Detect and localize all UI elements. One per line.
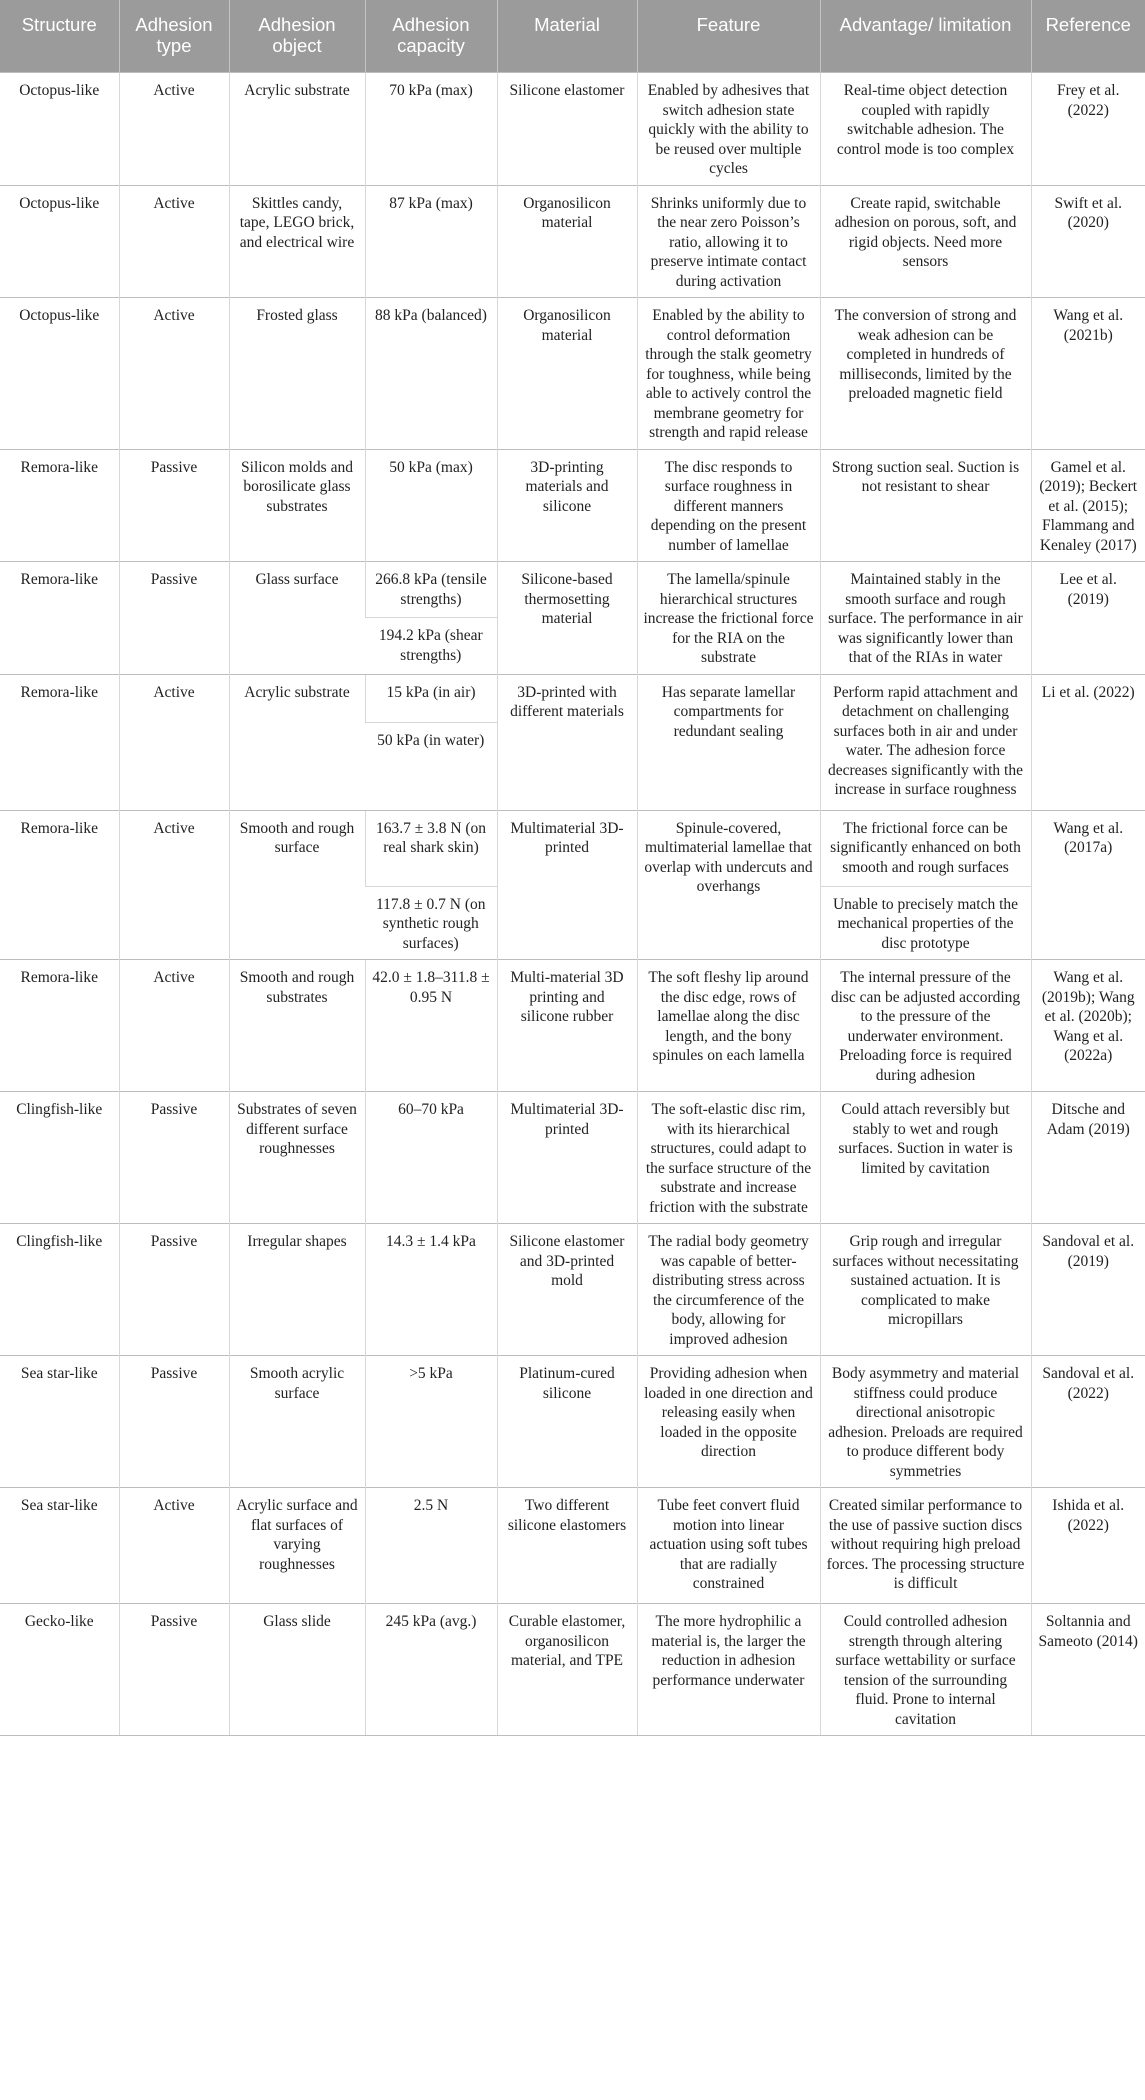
table-row <box>0 298 1145 450</box>
cell-adhesion-object: Irregular shapes <box>229 1224 365 1356</box>
cell-adhesion-object: Smooth and rough surface <box>229 810 365 960</box>
cell-adhesion-type: Active <box>119 674 229 810</box>
cell-adhesion-capacity: 266.8 kPa (tensile strengths) <box>365 562 497 618</box>
cell-structure: Octopus-like <box>0 185 119 298</box>
cell-feature: The soft fleshy lip around the disc edge, rows of lamellae along the disc length, and the bony spinules on each lamella <box>637 960 820 1092</box>
cell-reference: Wang et al. (2019b); Wang et al. (2020b); Wang et al. (2022a) <box>1031 960 1145 1092</box>
cell-advantage-limitation: Body asymmetry and material stiffness could produce directional anisotropic adhesion. Preloads are required to produce different body symmetries <box>820 1356 1031 1488</box>
cell-reference: Ditsche and Adam (2019) <box>1031 1092 1145 1224</box>
cell-reference: Frey et al. (2022) <box>1031 73 1145 186</box>
cell-structure: Sea star-like <box>0 1488 119 1604</box>
cell-structure: Clingfish-like <box>0 1224 119 1356</box>
cell-adhesion-capacity: 60–70 kPa <box>365 1092 497 1224</box>
header-material: Material <box>497 0 637 73</box>
cell-adhesion-type: Active <box>119 1488 229 1604</box>
cell-material: Curable elastomer, organosilicon material, and TPE <box>497 1604 637 1736</box>
header-adhesion-capacity: Adhesion capacity <box>365 0 497 73</box>
cell-adhesion-capacity: 50 kPa (in water) <box>365 722 497 810</box>
cell-material: Multi-material 3D printing and silicone rubber <box>497 960 637 1092</box>
cell-reference: Sandoval et al. (2019) <box>1031 1224 1145 1356</box>
cell-adhesion-type: Active <box>119 960 229 1092</box>
cell-material: Two different silicone elastomers <box>497 1488 637 1604</box>
cell-advantage-limitation: Unable to precisely match the mechanical properties of the disc prototype <box>820 886 1031 960</box>
table-row <box>0 73 1145 186</box>
cell-reference: Li et al. (2022) <box>1031 674 1145 810</box>
cell-adhesion-type: Active <box>119 185 229 298</box>
cell-adhesion-type: Active <box>119 298 229 450</box>
table-body <box>0 73 1145 1736</box>
cell-adhesion-object: Acrylic substrate <box>229 674 365 810</box>
cell-adhesion-object: Frosted glass <box>229 298 365 450</box>
cell-structure: Remora-like <box>0 674 119 810</box>
table-row <box>0 1092 1145 1224</box>
cell-feature: Spinule-covered, multimaterial lamellae that overlap with undercuts and overhangs <box>637 810 820 960</box>
table-row <box>0 562 1145 618</box>
cell-adhesion-type: Passive <box>119 1092 229 1224</box>
cell-feature: Tube feet convert fluid motion into linear actuation using soft tubes that are radially constrained <box>637 1488 820 1604</box>
cell-adhesion-capacity: 14.3 ± 1.4 kPa <box>365 1224 497 1356</box>
cell-material: Multimaterial 3D-printed <box>497 810 637 960</box>
cell-advantage-limitation: Maintained stably in the smooth surface and rough surface. The performance in air was significantly lower than that of the RIAs in water <box>820 562 1031 675</box>
cell-adhesion-type: Active <box>119 810 229 960</box>
cell-feature: The radial body geometry was capable of better-distributing stress across the circumference of the body, allowing for improved adhesion <box>637 1224 820 1356</box>
cell-adhesion-capacity: 245 kPa (avg.) <box>365 1604 497 1736</box>
cell-advantage-limitation: Created similar performance to the use of passive suction discs without requiring high preload forces. The processing structure is difficult <box>820 1488 1031 1604</box>
cell-structure: Remora-like <box>0 810 119 960</box>
table-row <box>0 185 1145 298</box>
cell-adhesion-object: Substrates of seven different surface roughnesses <box>229 1092 365 1224</box>
cell-feature: Shrinks uniformly due to the near zero Poisson’s ratio, allowing it to preserve intimate contact during activation <box>637 185 820 298</box>
cell-reference: Ishida et al. (2022) <box>1031 1488 1145 1604</box>
header-structure: Structure <box>0 0 119 73</box>
cell-feature: The disc responds to surface roughness in different manners depending on the present number of lamellae <box>637 449 820 562</box>
cell-structure: Octopus-like <box>0 73 119 186</box>
cell-adhesion-capacity: 194.2 kPa (shear strengths) <box>365 618 497 674</box>
cell-feature: Enabled by the ability to control deformation through the stalk geometry for toughness, while being able to actively control the membrane geometry for strength and rapid release <box>637 298 820 450</box>
table-row <box>0 674 1145 722</box>
cell-material: 3D-printed with different materials <box>497 674 637 810</box>
header-row <box>0 0 1145 73</box>
cell-adhesion-type: Passive <box>119 1604 229 1736</box>
cell-material: Organosilicon material <box>497 298 637 450</box>
cell-adhesion-capacity: 15 kPa (in air) <box>365 674 497 722</box>
cell-adhesion-object: Glass slide <box>229 1604 365 1736</box>
cell-material: Multimaterial 3D-printed <box>497 1092 637 1224</box>
table-row <box>0 810 1145 886</box>
table-row <box>0 1604 1145 1736</box>
table-header <box>0 0 1145 73</box>
cell-reference: Wang et al. (2021b) <box>1031 298 1145 450</box>
cell-adhesion-capacity: 163.7 ± 3.8 N (on real shark skin) <box>365 810 497 886</box>
cell-advantage-limitation: The conversion of strong and weak adhesion can be completed in hundreds of milliseconds, limited by the preloaded magnetic field <box>820 298 1031 450</box>
cell-feature: The soft-elastic disc rim, with its hierarchical structures, could adapt to the surface structure of the substrate and increase friction with the substrate <box>637 1092 820 1224</box>
cell-reference: Wang et al. (2017a) <box>1031 810 1145 960</box>
cell-structure: Sea star-like <box>0 1356 119 1488</box>
cell-adhesion-capacity: >5 kPa <box>365 1356 497 1488</box>
cell-adhesion-type: Passive <box>119 562 229 675</box>
cell-material: Silicone-based thermosetting material <box>497 562 637 675</box>
header-adhesion-object: Adhesion object <box>229 0 365 73</box>
table-row <box>0 1224 1145 1356</box>
cell-feature: The more hydrophilic a material is, the larger the reduction in adhesion performance underwater <box>637 1604 820 1736</box>
cell-adhesion-capacity: 50 kPa (max) <box>365 449 497 562</box>
cell-reference: Soltannia and Sameoto (2014) <box>1031 1604 1145 1736</box>
cell-adhesion-object: Acrylic surface and flat surfaces of varying roughnesses <box>229 1488 365 1604</box>
cell-adhesion-object: Glass surface <box>229 562 365 675</box>
cell-adhesion-object: Smooth and rough substrates <box>229 960 365 1092</box>
cell-feature: Providing adhesion when loaded in one direction and releasing easily when loaded in the opposite direction <box>637 1356 820 1488</box>
cell-adhesion-capacity: 88 kPa (balanced) <box>365 298 497 450</box>
cell-adhesion-object: Smooth acrylic surface <box>229 1356 365 1488</box>
cell-feature: Enabled by adhesives that switch adhesion state quickly with the ability to be reused over multiple cycles <box>637 73 820 186</box>
header-reference: Reference <box>1031 0 1145 73</box>
cell-adhesion-object: Acrylic substrate <box>229 73 365 186</box>
cell-reference: Sandoval et al. (2022) <box>1031 1356 1145 1488</box>
table-row <box>0 449 1145 562</box>
cell-structure: Remora-like <box>0 960 119 1092</box>
header-advantage-limitation: Advantage/ limitation <box>820 0 1031 73</box>
cell-adhesion-capacity: 42.0 ± 1.8–311.8 ± 0.95 N <box>365 960 497 1092</box>
cell-advantage-limitation: Could controlled adhesion strength through altering surface wettability or surface tension of the surrounding fluid. Prone to internal cavitation <box>820 1604 1031 1736</box>
cell-structure: Remora-like <box>0 449 119 562</box>
table-row <box>0 960 1145 1092</box>
cell-adhesion-type: Active <box>119 73 229 186</box>
cell-adhesion-type: Passive <box>119 1356 229 1488</box>
cell-structure: Gecko-like <box>0 1604 119 1736</box>
cell-adhesion-capacity: 87 kPa (max) <box>365 185 497 298</box>
cell-advantage-limitation: Strong suction seal. Suction is not resistant to shear <box>820 449 1031 562</box>
cell-advantage-limitation: Perform rapid attachment and detachment on challenging surfaces both in air and under water. The adhesion force decreases significantly with the increase in surface roughness <box>820 674 1031 810</box>
cell-advantage-limitation: Real-time object detection coupled with rapidly switchable adhesion. The control mode is too complex <box>820 73 1031 186</box>
cell-adhesion-type: Passive <box>119 1224 229 1356</box>
cell-reference: Lee et al. (2019) <box>1031 562 1145 675</box>
table-row <box>0 1356 1145 1488</box>
cell-reference: Gamel et al. (2019); Beckert et al. (2015); Flammang and Kenaley (2017) <box>1031 449 1145 562</box>
table-row <box>0 1488 1145 1604</box>
cell-feature: Has separate lamellar compartments for redundant sealing <box>637 674 820 810</box>
cell-advantage-limitation: Grip rough and irregular surfaces without necessitating sustained actuation. It is complicated to make micropillars <box>820 1224 1031 1356</box>
cell-material: Silicone elastomer and 3D-printed mold <box>497 1224 637 1356</box>
header-adhesion-type: Adhesion type <box>119 0 229 73</box>
cell-structure: Remora-like <box>0 562 119 675</box>
cell-structure: Clingfish-like <box>0 1092 119 1224</box>
cell-adhesion-capacity: 70 kPa (max) <box>365 73 497 186</box>
cell-adhesion-capacity: 2.5 N <box>365 1488 497 1604</box>
cell-advantage-limitation: The internal pressure of the disc can be adjusted according to the pressure of the underwater environment. Preloading force is required during adhesion <box>820 960 1031 1092</box>
cell-advantage-limitation: The frictional force can be significantly enhanced on both smooth and rough surfaces <box>820 810 1031 886</box>
cell-advantage-limitation: Could attach reversibly but stably to wet and rough surfaces. Suction in water is limited by cavitation <box>820 1092 1031 1224</box>
cell-feature: The lamella/spinule hierarchical structures increase the frictional force for the RIA on the substrate <box>637 562 820 675</box>
cell-material: Platinum-cured silicone <box>497 1356 637 1488</box>
cell-structure: Octopus-like <box>0 298 119 450</box>
cell-adhesion-capacity: 117.8 ± 0.7 N (on synthetic rough surfaces) <box>365 886 497 960</box>
cell-material: Silicone elastomer <box>497 73 637 186</box>
cell-material: Organosilicon material <box>497 185 637 298</box>
cell-adhesion-object: Skittles candy, tape, LEGO brick, and electrical wire <box>229 185 365 298</box>
header-feature: Feature <box>637 0 820 73</box>
cell-reference: Swift et al. (2020) <box>1031 185 1145 298</box>
cell-advantage-limitation: Create rapid, switchable adhesion on porous, soft, and rigid objects. Need more sensors <box>820 185 1031 298</box>
cell-adhesion-type: Passive <box>119 449 229 562</box>
cell-adhesion-object: Silicon molds and borosilicate glass substrates <box>229 449 365 562</box>
cell-material: 3D-printing materials and silicone <box>497 449 637 562</box>
